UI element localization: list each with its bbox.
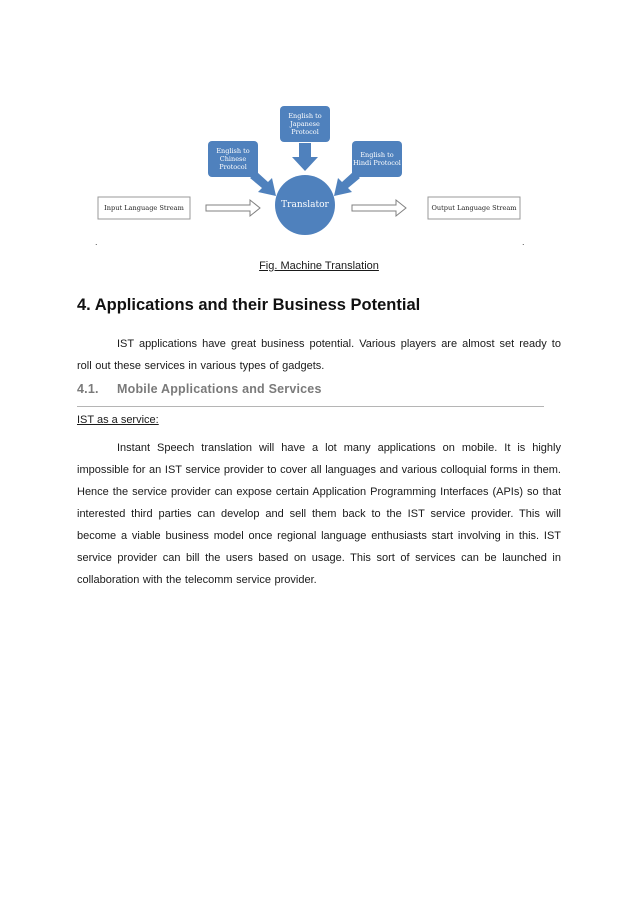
ist-service-subheading: IST as a service: [77,414,159,426]
section-4-1-number: 4.1. [77,382,99,396]
section-4-paragraph [77,333,561,377]
machine-translation-diagram [90,104,535,254]
section-4-heading: 4. Applications and their Business Potential [77,296,421,314]
output-stream-label: Output Language Stream [431,204,517,212]
section-4-1-title: Mobile Applications and Services [117,382,322,396]
section-4-paragraph-text: IST applications have great business potential. Various players are almost set ready to roll out these services in various types of gadgets. [77,338,561,372]
hindi-protocol-label: English to Hindi Protocol [353,151,401,167]
translator-label: Translator [281,200,329,210]
arrow-from-japanese [292,143,318,171]
arrow-input-to-translator [206,200,260,216]
section-4-1-paragraph [77,437,561,591]
section-4-1-paragraph-text: Instant Speech translation will have a lot many applications on mobile. It is highly impossible for an IST service provider to cover all languages and various colloquial forms in them. Hence the service provider can expose certain Application Programming Interfaces (APIs) so that interested third parties can develop and sell them back to the IST service provider. This will become a viable business model once regional language enthusiasts start involving in this. IST service provider can bill the users based on usage. This sort of services can be launched in collaboration with the telecomm service provider. [77,442,561,586]
figure-left-marker: . [95,237,98,247]
figure-caption: Fig. Machine Translation [259,260,379,272]
figure-right-marker: . [522,237,525,247]
input-stream-label: Input Language Stream [104,204,184,212]
arrow-translator-to-output [352,200,406,216]
japanese-protocol-label: English to Japanese Protocol [288,112,322,136]
heading-divider [77,406,544,407]
chinese-protocol-label: English to Chinese Protocol [216,147,250,171]
section-4-1-heading [77,382,322,396]
